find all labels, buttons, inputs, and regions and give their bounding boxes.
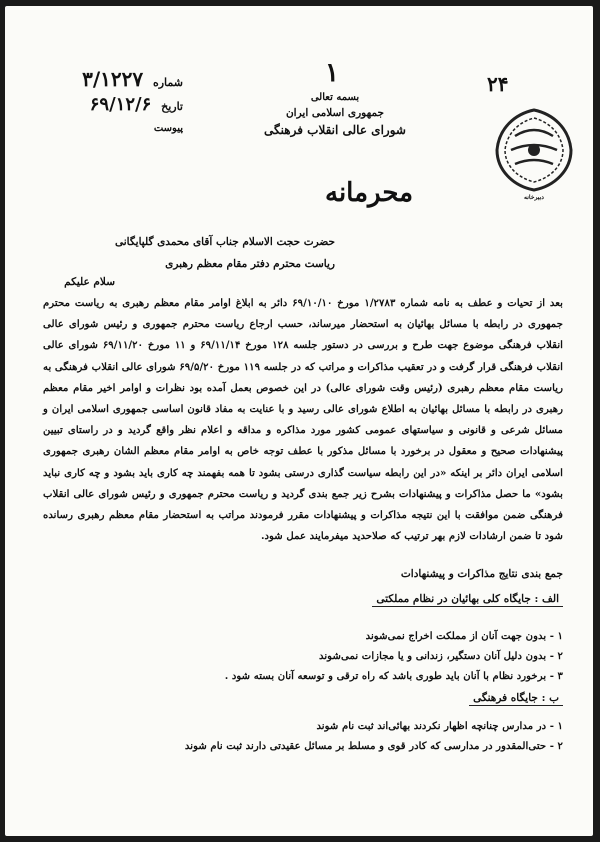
section-a-title: الف : جایگاه کلی بهائیان در نظام مملکتی xyxy=(372,593,563,607)
seal-caption-text: دبیرخانه xyxy=(524,194,544,201)
ref-date-value: ۶۹/۱۲/۶ xyxy=(89,94,152,115)
ref-date-label: تاریخ xyxy=(161,100,183,113)
section-b-title: ب : جایگاه فرهنگی xyxy=(469,692,563,706)
ref-attachment-row xyxy=(33,118,183,140)
council-seal xyxy=(493,106,575,201)
top-number: ۲۴ xyxy=(487,72,509,96)
addressee-block xyxy=(5,231,335,275)
section-a-item-1: ۱ - بدون جهت آنان از مملکت اخراج نمی‌شوند xyxy=(365,630,563,642)
bismillah: بسمه تعالی xyxy=(310,92,360,103)
addressee-line-1: حضرت حجت الاسلام جناب آقای محمدی گلپایگانی xyxy=(115,236,335,248)
addressee-line-2: ریاست محترم دفتر مقام معظم رهبری xyxy=(165,258,335,270)
page-marker: ۱ xyxy=(325,58,339,88)
ref-number-row xyxy=(33,68,183,94)
reference-block xyxy=(33,68,183,140)
document-page xyxy=(5,6,593,836)
letter-body xyxy=(43,293,563,547)
ref-attachment-label: پیوست xyxy=(153,123,183,134)
body-paragraph: بعد از تحیات و عطف به نامه شماره ۱/۲۷۸۳ مورخ ۶۹/۱۰/۱۰ دائر به ابلاغ اوامر مقام معظم رهبری به ریاست محترم جمهوری در رابطه با مسائل بهائیان به استحضار میرساند، حسب ارجاع ریاست محترم جمهوری و رئیس شورای عالی انقلاب فرهنگی موضوع جهت طرح و بررسی در دستور جلسه ۱۲۸ مورخ ۶۹/۱۱/۱۴ و ۱۱ مورخ ۶۹/۱۱/۲۰ شورای عالی انقلاب فرهنگی قرار گرفت و در تعقیب مذاکرات و مراتب که در جلسه ۱۱۹ مورخ ۶۹/۵/۲۰ شورای عالی انقلاب فرهنگی به ریاست مقام معظم رهبری (رئیس وقت شورای عالی) در این خصوص بعمل آمده بود نظرات و اوامر اخیر مقام معظم رهبری در رابطه با مسائل بهائیان به اطلاع شورای عالی رسید و با عنایت به مفاد قانون اساسی جمهوری اسلامی ایران و مسائل شرعی و قانونی و سیاستهای عمومی کشور مورد مذاکره و مداقه و اعلام نظر واقع گردید و در راستای تبیین پیشنهادات صحیح و معقول در برخورد با مسائل مذکور با عطف توجه خاص به اوامر مقام معظم الشان رهبری جمهوری اسلامی ایران دائر بر اینکه «در این رابطه سیاست گذاری درستی بشود تا همه بفهمند چه کاری باید بشود و چه کاری نباید بشود» ما حصل مذاکرات و پیشنهادات بشرح زیر جمع بندی گردید و ریاست محترم جمهوری و رئیس شورای عالی انقلاب فرهنگی ضمن موافقت با این نتیجه مذاکرات و پیشنهادات مقرر فرمودند مراتب به استحضار مقام معظم رهبری رسانده شود تا ضمن ارشادات لازم بهر ترتیب که صلاحدید میفرمایند عمل شود. xyxy=(43,297,564,543)
section-a-item-2: ۲ - بدون دلیل آنان دستگیر، زندانی و یا مجازات نمی‌شوند xyxy=(319,650,563,662)
ref-number-value: ۳/۱۲۲۷ xyxy=(82,67,144,91)
letterhead-country: جمهوری اسلامی ایران xyxy=(285,107,385,119)
seal-emblem-icon xyxy=(493,106,575,196)
letterhead-council: شورای عالی انقلاب فرهنگی xyxy=(264,123,406,137)
classification-stamp: محرمانه xyxy=(325,178,414,208)
section-a-item-3: ۳ - برخورد نظام با آنان باید طوری باشد که راه ترقی و توسعه آنان بسته شود . xyxy=(224,670,563,682)
salutation: سلام علیکم xyxy=(64,276,115,288)
ref-date-row xyxy=(33,94,183,118)
section-b-item-1: ۱ - در مدارس چنانچه اظهار نکردند بهائی‌اند ثبت نام شوند xyxy=(316,720,563,732)
summary-title: جمع بندی نتایج مذاکرات و پیشنهادات xyxy=(400,568,563,580)
ref-number-label: شماره xyxy=(152,76,183,89)
section-b-item-2: ۲ - حتی‌المقدور در مدارسی که کادر قوی و مسلط بر مسائل عقیدتی دارند ثبت نام شوند xyxy=(184,740,563,752)
letterhead xyxy=(235,92,435,137)
